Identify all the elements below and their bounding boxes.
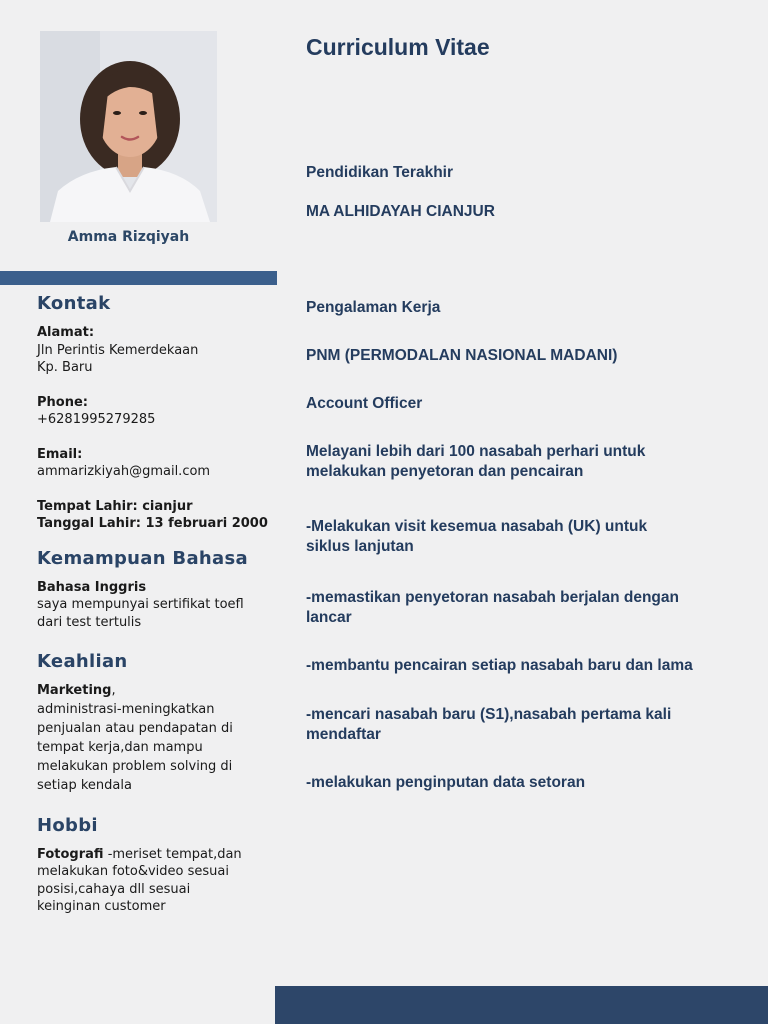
experience-item-line: melakukan penyetoran dan pencairan <box>306 463 584 480</box>
hobby-block <box>37 846 269 916</box>
experience-item <box>306 656 746 676</box>
experience-item-line: -Melakukan visit kesemua nasabah (UK) untuk <box>306 518 648 535</box>
skills-block <box>37 682 269 795</box>
experience-item-line: siklus lanjutan <box>306 538 414 555</box>
education-school: MA ALHIDAYAH CIANJUR <box>306 203 495 220</box>
address-line-1: Jln Perintis Kemerdekaan <box>37 342 199 358</box>
phone-block <box>37 394 269 429</box>
skills-line: penjualan atau pendapatan di <box>37 720 233 736</box>
hobby-title-row <box>37 846 269 864</box>
language-line-1: saya mempunyai sertifikat toefl <box>37 597 244 612</box>
experience-company: PNM (PERMODALAN NASIONAL MADANI) <box>306 347 618 364</box>
language-line-2: dari test tertulis <box>37 614 142 630</box>
birthplace-row <box>37 498 269 516</box>
birthdate-value: 13 februari 2000 <box>140 516 268 531</box>
experience-item-line: -melakukan penginputan data setoran <box>306 774 586 791</box>
language-name: Bahasa Inggris <box>37 579 147 595</box>
contact-heading: Kontak <box>37 293 111 314</box>
phone-value: +6281995279285 <box>37 412 156 427</box>
address-label: Alamat: <box>37 325 95 340</box>
page-title: Curriculum Vitae <box>306 34 490 60</box>
hobby-title: Fotografi <box>37 846 104 862</box>
skills-line: administrasi-meningkatkan <box>37 701 215 717</box>
hobby-line-1-rest: -meriset tempat,dan <box>103 846 242 862</box>
email-block <box>37 446 269 481</box>
hobby-heading: Hobbi <box>37 814 98 836</box>
profile-name: Amma Rizqiyah <box>67 229 190 245</box>
experience-item-line: -membantu pencairan setiap nasabah baru dan lama <box>306 657 693 674</box>
experience-item <box>306 705 746 745</box>
address-block <box>37 324 269 377</box>
skills-line: tempat kerja,dan mampu <box>37 739 203 755</box>
skills-heading: Keahlian <box>37 651 128 672</box>
birthdate-row <box>37 515 269 533</box>
skills-line: melakukan problem solving di <box>37 758 233 774</box>
hobby-line: keinginan customer <box>37 899 166 914</box>
profile-photo-illustration <box>40 31 217 222</box>
birth-block <box>37 498 269 533</box>
address-line-2: Kp. Baru <box>37 360 93 375</box>
skills-title-row <box>37 682 269 700</box>
bottom-accent-bar <box>275 986 768 1024</box>
left-column <box>37 292 269 933</box>
experience-item-line: Melayani lebih dari 100 nasabah perhari untuk <box>306 443 646 460</box>
education-heading: Pendidikan Terakhir <box>306 164 454 181</box>
experience-item <box>306 517 746 557</box>
experience-position: Account Officer <box>306 395 423 412</box>
left-accent-bar <box>0 271 277 285</box>
birthdate-label: Tanggal Lahir: <box>37 516 141 531</box>
phone-label: Phone: <box>37 394 88 410</box>
experience-item <box>306 442 746 482</box>
profile-photo <box>40 31 217 222</box>
birthplace-value: cianjur <box>137 498 193 514</box>
experience-item <box>306 588 746 628</box>
language-heading: Kemampuan Bahasa <box>37 547 248 569</box>
experience-item-line: -memastikan penyetoran nasabah berjalan dengan <box>306 589 679 606</box>
language-block <box>37 579 269 632</box>
skills-title: Marketing <box>37 683 112 698</box>
skills-title-suffix: , <box>111 683 116 698</box>
experience-heading: Pengalaman Kerja <box>306 299 441 316</box>
experience-item-line: -mencari nasabah baru (S1),nasabah pertama kali <box>306 706 672 723</box>
experience-item-line: lancar <box>306 609 352 626</box>
hobby-line: posisi,cahaya dll sesuai <box>37 881 191 897</box>
email-value: ammarizkiyah@gmail.com <box>37 464 211 479</box>
email-label: Email: <box>37 446 83 462</box>
skills-line: setiap kendala <box>37 777 132 793</box>
birthplace-label: Tempat Lahir: <box>37 498 138 514</box>
hobby-line: melakukan foto&video sesuai <box>37 864 229 879</box>
experience-item <box>306 773 746 793</box>
experience-item-line: mendaftar <box>306 726 381 743</box>
